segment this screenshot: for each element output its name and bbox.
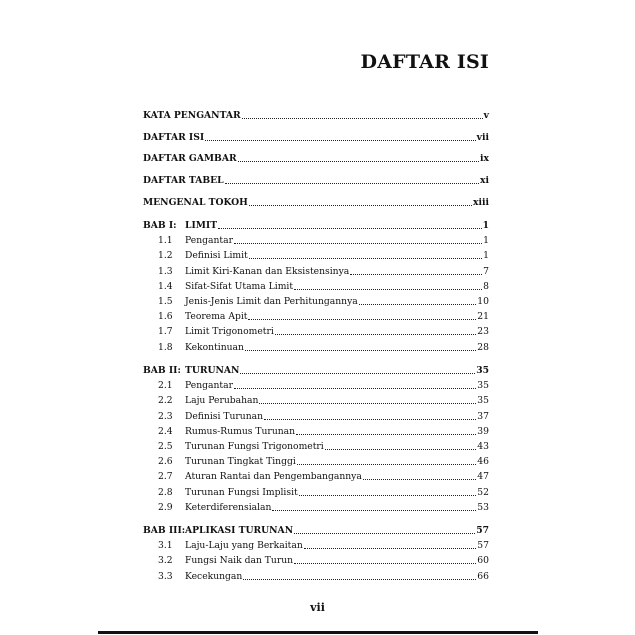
leader-dots [304, 548, 477, 549]
toc-front-entry[interactable] [143, 197, 489, 208]
toc-section-entry[interactable] [143, 555, 489, 566]
entry-label: Aturan Rantai dan Pengembangannya [185, 471, 362, 483]
leader-dots [325, 449, 477, 450]
entry-label: Turunan Tingkat Tinggi [185, 456, 296, 468]
entry-label: DAFTAR TABEL [143, 175, 224, 186]
entry-page: v [483, 110, 489, 121]
entry-page: 52 [477, 486, 489, 498]
entry-page: 7 [483, 265, 489, 277]
entry-page: 10 [477, 296, 489, 307]
entry-page: 39 [477, 425, 489, 437]
entry-page: 21 [477, 311, 489, 323]
entry-number: 2.3 [158, 410, 173, 422]
entry-label: TURUNAN [185, 365, 240, 376]
entry-number: 1.5 [158, 296, 173, 307]
entry-label: KATA PENGANTAR [143, 110, 241, 121]
entry-label: Pengantar [185, 235, 233, 247]
entry-number: BAB II: [143, 365, 181, 376]
entry-number: 2.5 [158, 441, 173, 452]
leader-dots [238, 161, 479, 162]
leader-dots [248, 319, 476, 320]
entry-label: Laju-Laju yang Berkaitan [185, 540, 303, 552]
entry-number: 1.3 [158, 265, 173, 277]
entry-page: xiii [473, 197, 489, 208]
entry-number: 2.6 [158, 456, 173, 468]
leader-dots [275, 334, 477, 335]
entry-label: Kekontinuan [185, 341, 244, 353]
toc-section-entry[interactable] [143, 411, 489, 422]
entry-page: 47 [477, 471, 489, 483]
entry-number: BAB III: [143, 525, 186, 536]
entry-label: Kecekungan [185, 570, 243, 582]
leader-dots [264, 419, 476, 420]
toc-section-entry[interactable] [143, 571, 489, 582]
entry-number: 1.2 [158, 250, 173, 262]
entry-label: Turunan Fungsi Trigonometri [185, 441, 324, 452]
entry-number: 1.8 [158, 341, 173, 353]
page-title: DAFTAR ISI [360, 51, 489, 73]
entry-page: 1 [483, 235, 489, 247]
leader-dots [205, 140, 476, 141]
entry-number: 1.7 [158, 326, 173, 338]
entry-number: 2.4 [158, 425, 173, 437]
entry-number: 2.2 [158, 395, 173, 407]
toc-section-entry[interactable] [143, 326, 489, 337]
toc-section-entry[interactable] [143, 380, 489, 391]
toc-section-entry[interactable] [143, 311, 489, 322]
toc-section-entry[interactable] [143, 266, 489, 277]
leader-dots [294, 289, 482, 290]
leader-dots [242, 118, 483, 119]
entry-number: 3.2 [158, 555, 173, 567]
leader-dots [245, 350, 476, 351]
leader-dots [297, 464, 477, 465]
entry-page: 46 [477, 456, 489, 468]
entry-page: 28 [477, 341, 489, 353]
leader-dots [234, 243, 482, 244]
entry-number: 3.3 [158, 570, 173, 582]
leader-dots [249, 205, 472, 206]
entry-number: 1.4 [158, 280, 173, 292]
entry-label: Fungsi Naik dan Turun [185, 555, 294, 567]
leader-dots [359, 304, 477, 305]
leader-dots [240, 373, 475, 374]
entry-label: MENGENAL TOKOH [143, 197, 248, 208]
toc-section-entry[interactable] [143, 456, 489, 467]
entry-number: 2.8 [158, 486, 173, 498]
entry-page: vii [476, 132, 489, 143]
entry-page: 23 [477, 326, 489, 338]
entry-label: DAFTAR GAMBAR [143, 153, 237, 164]
entry-page: 8 [483, 280, 489, 292]
entry-page: 66 [477, 570, 489, 582]
entry-number: BAB I: [143, 220, 177, 231]
entry-page: xi [480, 175, 489, 186]
entry-page: 57 [476, 525, 489, 536]
entry-label: DAFTAR ISI [143, 132, 205, 143]
entry-number: 2.1 [158, 380, 173, 392]
entry-label: Turunan Fungsi Implisit [185, 486, 298, 498]
bottom-rule [98, 631, 538, 634]
toc-section-entry[interactable] [143, 296, 489, 307]
entry-label: Pengantar [185, 380, 233, 392]
entry-page: 53 [477, 501, 489, 513]
toc-section-entry[interactable] [143, 441, 489, 452]
entry-number: 1.1 [158, 235, 173, 247]
toc-section-entry[interactable] [143, 426, 489, 437]
toc-section-entry[interactable] [143, 502, 489, 513]
toc-section-entry[interactable] [143, 395, 489, 406]
leader-dots [259, 403, 476, 404]
entry-label: Sifat-Sifat Utama Limit [185, 280, 294, 292]
toc-section-entry[interactable] [143, 250, 489, 261]
leader-dots [294, 563, 476, 564]
entry-label: Rumus-Rumus Turunan [185, 425, 296, 437]
toc-chapter-entry[interactable] [143, 220, 489, 231]
toc-front-entry[interactable] [143, 175, 489, 186]
toc-section-entry[interactable] [143, 471, 489, 482]
entry-label: Definisi Turunan [185, 410, 264, 422]
toc-chapter-entry[interactable] [143, 525, 489, 536]
entry-label: LIMIT [185, 220, 218, 231]
leader-dots [218, 228, 482, 229]
entry-label: Jenis-Jenis Limit dan Perhitungannya [185, 296, 358, 307]
entry-label: Laju Perubahan [185, 395, 259, 407]
leader-dots [272, 510, 476, 511]
toc-section-entry[interactable] [143, 342, 489, 353]
entry-page: 1 [483, 250, 489, 262]
toc-section-entry[interactable] [143, 487, 489, 498]
leader-dots [249, 258, 482, 259]
toc-section-entry[interactable] [143, 281, 489, 292]
leader-dots [234, 388, 476, 389]
entry-label: Limit Kiri-Kanan dan Eksistensinya [185, 265, 350, 277]
leader-dots [296, 434, 476, 435]
entry-page: 57 [477, 540, 489, 552]
entry-number: 3.1 [158, 540, 173, 552]
leader-dots [350, 274, 482, 275]
entry-page: 60 [477, 555, 489, 567]
entry-label: APLIKASI TURUNAN [185, 525, 294, 536]
entry-label: Definisi Limit [185, 250, 248, 262]
entry-page: 35 [476, 365, 489, 376]
leader-dots [363, 479, 476, 480]
page-number: vii [310, 601, 325, 614]
toc-chapter-entry[interactable] [143, 365, 489, 376]
entry-page: 35 [477, 380, 489, 392]
entry-page: 35 [477, 395, 489, 407]
entry-number: 1.6 [158, 311, 173, 323]
entry-label: Limit Trigonometri [185, 326, 274, 338]
entry-number: 2.9 [158, 501, 173, 513]
leader-dots [225, 183, 479, 184]
toc-front-entry[interactable] [143, 153, 489, 164]
toc-section-entry[interactable] [143, 235, 489, 246]
toc-front-entry[interactable] [143, 110, 489, 121]
entry-page: 1 [482, 220, 489, 231]
leader-dots [299, 495, 477, 496]
entry-label: Teorema Apit [185, 311, 248, 323]
entry-number: 2.7 [158, 471, 173, 483]
toc-front-entry[interactable] [143, 132, 489, 143]
toc-section-entry[interactable] [143, 540, 489, 551]
leader-dots [243, 579, 476, 580]
leader-dots [294, 533, 475, 534]
entry-page: 37 [477, 410, 489, 422]
entry-page: 43 [477, 441, 489, 452]
entry-page: ix [480, 153, 489, 164]
entry-label: Keterdiferensialan [185, 501, 272, 513]
